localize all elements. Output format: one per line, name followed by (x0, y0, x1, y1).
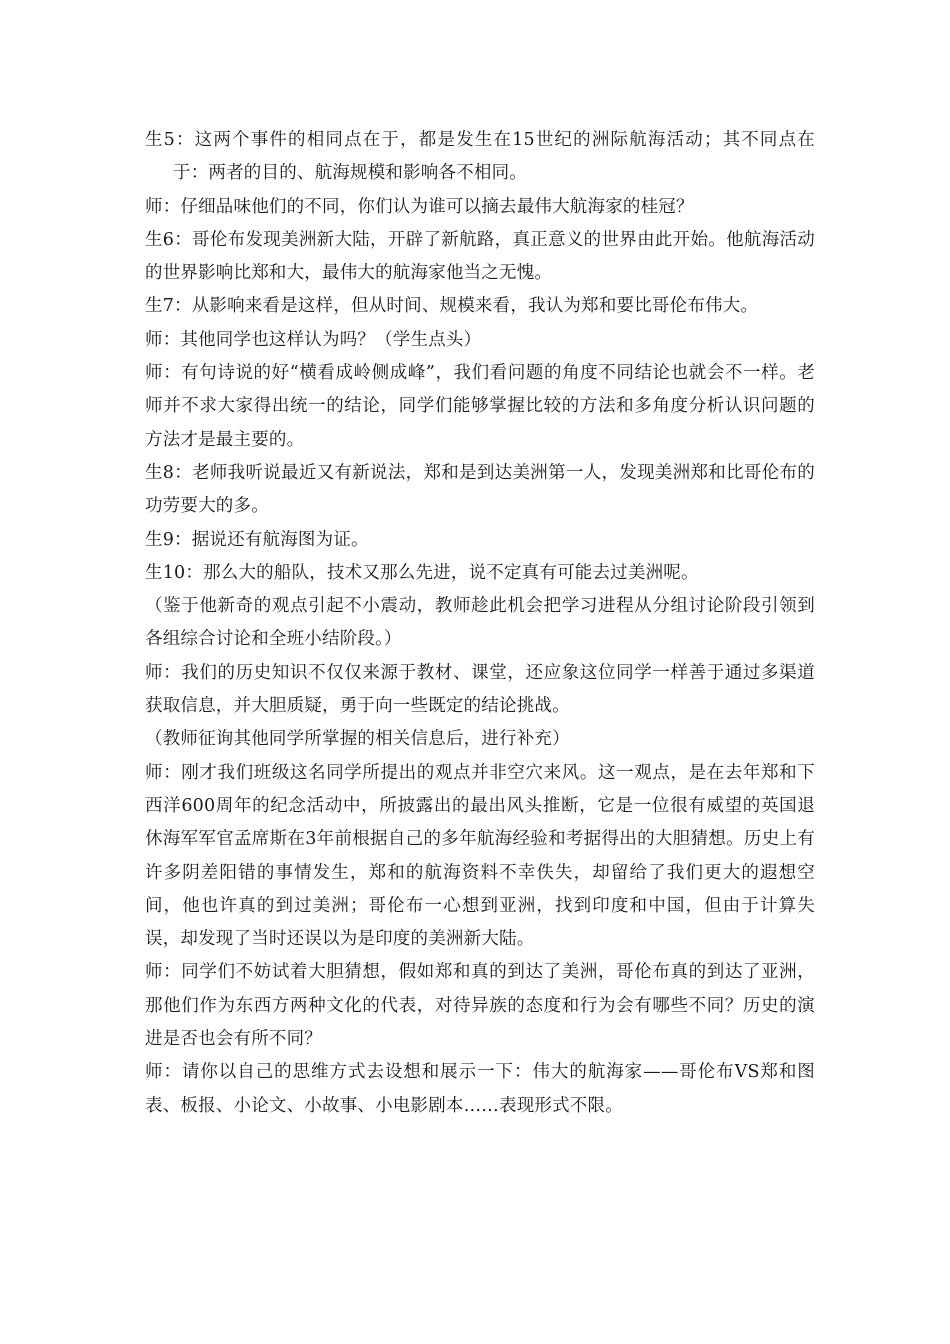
paragraph-student-9: 生9：据说还有航海图为证。 (145, 529, 369, 550)
paragraph-teacher-question: 师：仔细品味他们的不同，你们认为谁可以摘去最伟大航海家的桂冠？ (145, 196, 694, 217)
paragraph-teacher-explanation: 师：刚才我们班级这名同学所提出的观点并非空穴来风。这一观点，是在去年郑和下西洋600周年的纪念活动中，所披露出的最出风头推断，它是一位很有威望的英国退休海军军官孟席斯在3年前根据自己的多年航海经验和考据得出的大胆猜想。历史上有许多阴差阳错的事情发生，郑和的航海资料不幸佚失，却留给了我们更大的遐想空间，他也许真的到过美洲；哥伦布一心想到亚洲，找到印度和中国，但由于计算失误，却发现了当时还误以为是印度的美洲新大陆。 (145, 762, 815, 950)
paragraph-student-7: 生7：从影响来看是这样，但从时间、规模来看，我认为郑和要比哥伦布伟大。 (145, 296, 759, 317)
paragraph-teacher-assignment: 师：请你以自己的思维方式去设想和展示一下：伟大的航海家——哥伦布VS郑和图表、板报、小论文、小故事、小电影剧本……表现形式不限。 (145, 1062, 815, 1116)
paragraph-student-8: 生8：老师我听说最近又有新说法，郑和是到达美洲第一人，发现美洲郑和比哥伦布的功劳要大的多。 (145, 462, 815, 517)
paragraph-stage-note: （鉴于他新奇的观点引起不小震动，教师趁此机会把学习进程从分组讨论阶段引领到各组综合讨论和全班小结阶段。） (145, 596, 815, 650)
document-body (145, 124, 815, 1123)
paragraph-student-6: 生6：哥伦布发现美洲新大陆，开辟了新航路，真正意义的世界由此开始。他航海活动的世界影响比郑和大，最伟大的航海家他当之无愧。 (145, 229, 815, 284)
paragraph-student-5: 生5：这两个事件的相同点在于，都是发生在15世纪的洲际航海活动；其不同点在于：两者的目的、航海规模和影响各不相同。 (145, 130, 815, 184)
paragraph-teacher-ask: 师：其他同学也这样认为吗？（学生点头） (145, 329, 482, 350)
paragraph-teacher-hypothesis: 师：同学们不妨试着大胆猜想，假如郑和真的到达了美洲，哥伦布真的到达了亚洲，那他们作为东西方两种文化的代表，对待异族的态度和行为会有哪些不同？历史的演进是否也会有所不同？ (145, 962, 815, 1050)
paragraph-teacher-supplement-note: （教师征询其他同学所掌握的相关信息后，进行补充） (145, 729, 570, 750)
paragraph-student-10: 生10：那么大的船队，技术又那么先进，说不定真有可能去过美洲呢。 (145, 562, 699, 583)
paragraph-teacher-knowledge: 师：我们的历史知识不仅仅来源于教材、课堂，还应象这位同学一样善于通过多渠道获取信息，并大胆质疑，勇于向一些既定的结论挑战。 (145, 662, 815, 717)
paragraph-teacher-poem: 师：有句诗说的好“横看成岭侧成峰”，我们看问题的角度不同结论也就会不一样。老师并不求大家得出统一的结论，同学们能够掌握比较的方法和多角度分析认识问题的方法才是最主要的。 (145, 363, 815, 450)
